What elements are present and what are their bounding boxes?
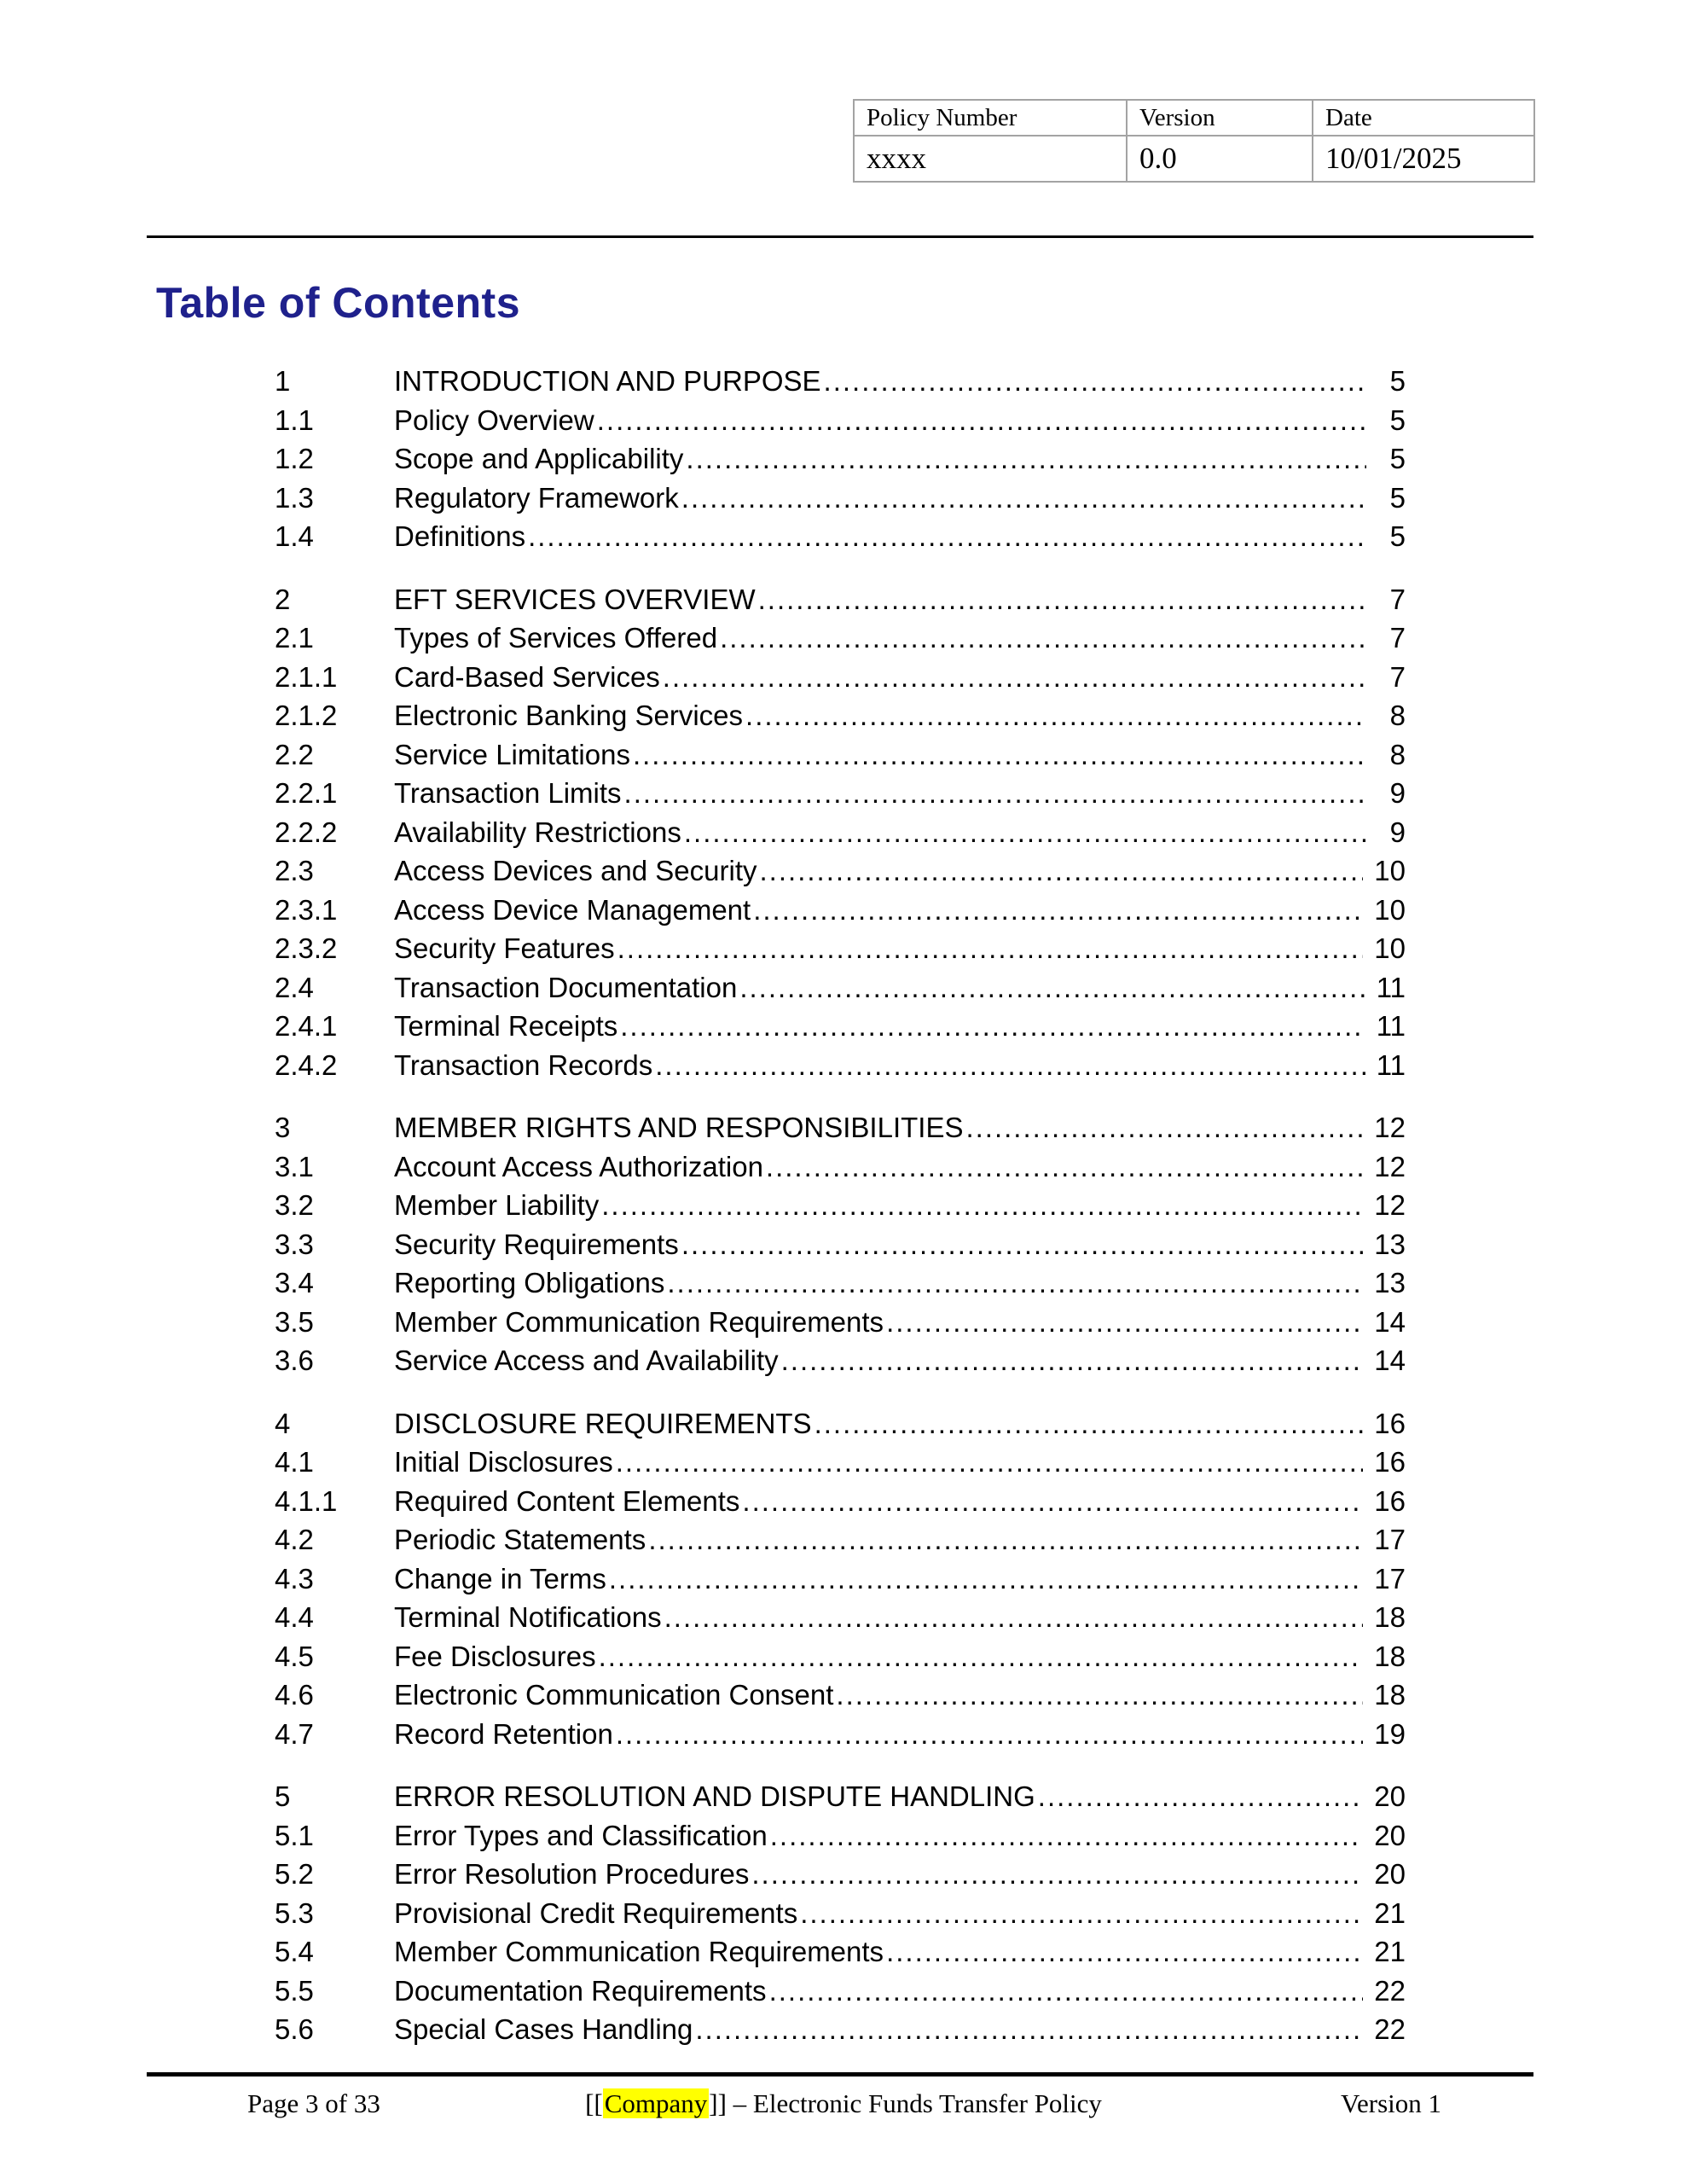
toc-entry-title: MEMBER RIGHTS AND RESPONSIBILITIES xyxy=(394,1112,964,1143)
toc-leader-dots xyxy=(655,1046,1365,1085)
toc-entry-page: 12 xyxy=(1374,1150,1406,1182)
toc-entry-number: 1.1 xyxy=(275,404,314,436)
toc-entry-number: 1 xyxy=(275,365,291,397)
toc-entry-page: 20 xyxy=(1374,1858,1406,1890)
toc-entry-title: Access Device Management xyxy=(394,893,751,926)
toc-entry[interactable] xyxy=(275,517,1406,556)
toc-entry[interactable] xyxy=(275,1715,1406,1754)
toc-leader-dots xyxy=(695,2010,1363,2049)
toc-entry-page: 22 xyxy=(1374,1974,1406,2007)
toc-entry-title: Provisional Credit Requirements xyxy=(394,1896,798,1929)
toc-entry-page: 5 xyxy=(1389,365,1406,397)
toc-leader-dots xyxy=(720,619,1366,658)
toc-entry[interactable] xyxy=(275,735,1406,775)
toc-entry[interactable] xyxy=(275,1404,1406,1443)
toc-entry-title: Initial Disclosures xyxy=(394,1446,613,1478)
toc-entry-title: Regulatory Framework xyxy=(394,481,679,514)
footer-company-highlight: Company xyxy=(604,2088,708,2118)
toc-entry-number: 5.6 xyxy=(275,2013,314,2045)
toc-entry-page: 18 xyxy=(1374,1601,1406,1633)
toc-leader-dots xyxy=(528,517,1366,556)
toc-leader-dots xyxy=(824,362,1366,401)
toc-entry-title: Service Access and Availability xyxy=(394,1345,779,1376)
toc-entry-title: Electronic Banking Services xyxy=(394,700,744,731)
version-value: 0.0 xyxy=(1127,136,1313,182)
toc-entry-number: 4.2 xyxy=(275,1524,314,1555)
toc-entry[interactable] xyxy=(275,851,1406,891)
toc-leader-dots xyxy=(753,891,1363,930)
toc-entry-page: 19 xyxy=(1374,1717,1406,1750)
toc-leader-dots xyxy=(663,658,1366,697)
toc-entry-page: 7 xyxy=(1389,622,1406,653)
toc-entry-page: 12 xyxy=(1374,1112,1406,1143)
toc-entry[interactable] xyxy=(275,1108,1406,1147)
toc-group xyxy=(275,362,1406,556)
toc-entry-number: 2.1.1 xyxy=(275,660,338,693)
toc-entry-number: 2.1.2 xyxy=(275,700,338,731)
toc-leader-dots xyxy=(616,1443,1364,1482)
toc-entry-title: ERROR RESOLUTION AND DISPUTE HANDLING xyxy=(394,1780,1035,1812)
toc-entry[interactable] xyxy=(275,929,1406,968)
toc-leader-dots xyxy=(609,1560,1363,1599)
toc-leader-dots xyxy=(599,1637,1364,1676)
toc-leader-dots xyxy=(770,1816,1364,1856)
toc-entry-page: 13 xyxy=(1374,1267,1406,1298)
header-rule xyxy=(147,235,1533,238)
toc-entry-page: 21 xyxy=(1374,1936,1406,1967)
toc-entry[interactable] xyxy=(275,362,1406,401)
toc-entry-title: Error Types and Classification xyxy=(394,1819,768,1851)
toc-leader-dots xyxy=(769,1972,1364,2011)
toc-entry-page: 8 xyxy=(1389,700,1406,731)
page-title: Table of Contents xyxy=(156,279,521,327)
toc-leader-dots xyxy=(886,1932,1363,1972)
toc-entry[interactable] xyxy=(275,774,1406,813)
toc-entry-page: 16 xyxy=(1374,1446,1406,1478)
toc-leader-dots xyxy=(758,580,1366,619)
toc-leader-dots xyxy=(751,1855,1363,1894)
toc-entry[interactable] xyxy=(275,1972,1406,2011)
toc-entry-number: 3.3 xyxy=(275,1228,314,1260)
toc-entry[interactable] xyxy=(275,1263,1406,1303)
toc-entry-number: 2.4.1 xyxy=(275,1010,338,1042)
toc-entry-title: Terminal Receipts xyxy=(394,1010,618,1042)
toc-entry[interactable] xyxy=(275,1637,1406,1676)
toc-entry-number: 3.4 xyxy=(275,1267,314,1298)
toc-entry[interactable] xyxy=(275,580,1406,619)
toc-entry[interactable] xyxy=(275,1855,1406,1894)
toc-entry-page: 22 xyxy=(1374,2013,1406,2045)
toc-entry-page: 21 xyxy=(1374,1896,1406,1929)
toc-entry-number: 2.2.2 xyxy=(275,816,338,848)
toc-entry-number: 1.2 xyxy=(275,443,314,474)
toc-entry-page: 20 xyxy=(1374,1780,1406,1812)
toc-leader-dots xyxy=(597,401,1366,440)
footer-rule xyxy=(147,2072,1533,2077)
toc-entry-title: Transaction Limits xyxy=(394,777,622,809)
toc-leader-dots xyxy=(965,1108,1363,1147)
toc-entry-title: Security Requirements xyxy=(394,1228,679,1260)
toc-entry-number: 2.3.1 xyxy=(275,893,338,926)
toc-entry-number: 4 xyxy=(275,1407,291,1439)
toc-entry[interactable] xyxy=(275,401,1406,440)
toc-entry-number: 5 xyxy=(275,1780,291,1812)
toc-leader-dots xyxy=(886,1303,1363,1342)
toc-entry[interactable] xyxy=(275,439,1406,479)
toc-leader-dots xyxy=(739,968,1365,1008)
toc-leader-dots xyxy=(686,439,1366,479)
toc-entry-page: 8 xyxy=(1389,738,1406,770)
toc-group xyxy=(275,1777,1406,2049)
toc-leader-dots xyxy=(681,479,1366,518)
toc-entry-page: 18 xyxy=(1374,1679,1406,1711)
toc-entry-title: Record Retention xyxy=(394,1717,613,1750)
toc-entry-page: 10 xyxy=(1374,932,1406,964)
toc-entry-title: Types of Services Offered xyxy=(394,622,718,653)
toc-entry-number: 4.6 xyxy=(275,1679,314,1711)
toc-entry[interactable] xyxy=(275,1816,1406,1856)
toc-leader-dots xyxy=(620,1007,1365,1046)
toc-entry-page: 10 xyxy=(1374,855,1406,886)
toc-entry[interactable] xyxy=(275,1443,1406,1482)
toc-entry[interactable] xyxy=(275,1046,1406,1085)
toc-entry[interactable] xyxy=(275,479,1406,518)
toc-entry-page: 16 xyxy=(1374,1484,1406,1517)
toc-entry-title: Transaction Records xyxy=(394,1048,653,1081)
toc-entry-page: 11 xyxy=(1376,1010,1406,1042)
toc-leader-dots xyxy=(742,1482,1363,1521)
toc-entry-page: 11 xyxy=(1376,1048,1406,1081)
toc-entry[interactable] xyxy=(275,891,1406,930)
toc-entry[interactable] xyxy=(275,1186,1406,1225)
toc-entry-title: Member Liability xyxy=(394,1189,600,1221)
toc-entry-number: 2.4.2 xyxy=(275,1048,338,1081)
toc-entry-number: 2.2.1 xyxy=(275,777,338,809)
toc-entry-title: Transaction Documentation xyxy=(394,971,738,1003)
footer-company-prefix: [[ xyxy=(585,2088,603,2118)
toc-leader-dots xyxy=(1038,1777,1364,1816)
toc-entry[interactable] xyxy=(275,813,1406,852)
toc-entry[interactable] xyxy=(275,1482,1406,1521)
toc-entry-page: 18 xyxy=(1374,1640,1406,1672)
toc-leader-dots xyxy=(633,735,1366,775)
toc-entry-title: Periodic Statements xyxy=(394,1524,646,1555)
toc-entry-page: 7 xyxy=(1389,660,1406,693)
toc-entry[interactable] xyxy=(275,1777,1406,1816)
policy-info-value-row xyxy=(854,136,1534,182)
toc-entry[interactable] xyxy=(275,1598,1406,1637)
toc-entry-title: Account Access Authorization xyxy=(394,1150,763,1182)
toc-entry[interactable] xyxy=(275,1303,1406,1342)
toc-entry-number: 5.3 xyxy=(275,1896,314,1929)
toc-entry[interactable] xyxy=(275,1147,1406,1187)
toc-entry-page: 20 xyxy=(1374,1819,1406,1851)
toc-leader-dots xyxy=(766,1147,1363,1187)
toc-entry[interactable] xyxy=(275,968,1406,1008)
toc-entry-page: 5 xyxy=(1389,520,1406,552)
toc-entry[interactable] xyxy=(275,619,1406,658)
toc-entry-number: 4.3 xyxy=(275,1562,314,1594)
toc-entry-title: Availability Restrictions xyxy=(394,816,681,848)
toc-group xyxy=(275,1404,1406,1754)
toc-entry[interactable] xyxy=(275,1676,1406,1715)
toc-entry-page: 5 xyxy=(1389,443,1406,474)
toc-entry-title: Change in Terms xyxy=(394,1562,606,1594)
toc-entry-title: Terminal Notifications xyxy=(394,1601,662,1633)
date-value: 10/01/2025 xyxy=(1313,136,1534,182)
toc-entry-title: EFT SERVICES OVERVIEW xyxy=(394,583,756,615)
toc-entry-number: 2.2 xyxy=(275,738,314,770)
toc-entry-title: Member Communication Requirements xyxy=(394,1936,884,1967)
toc-entry-title: Electronic Communication Consent xyxy=(394,1679,834,1711)
toc-entry-page: 17 xyxy=(1374,1562,1406,1594)
toc-group xyxy=(275,1108,1406,1380)
toc-entry-page: 14 xyxy=(1374,1305,1406,1338)
toc-entry-number: 4.7 xyxy=(275,1717,314,1750)
footer-title-suffix: ]] – Electronic Funds Transfer Policy xyxy=(709,2088,1102,2118)
date-header: Date xyxy=(1313,100,1534,136)
toc-entry-title: Fee Disclosures xyxy=(394,1640,596,1672)
toc-leader-dots xyxy=(616,1715,1363,1754)
toc-entry[interactable] xyxy=(275,1520,1406,1560)
toc-entry-page: 16 xyxy=(1374,1407,1406,1439)
toc-entry-page: 9 xyxy=(1389,777,1406,809)
toc-entry-title: Service Limitations xyxy=(394,738,630,770)
toc-entry-page: 9 xyxy=(1389,816,1406,848)
toc-entry-title: Reporting Obligations xyxy=(394,1267,665,1298)
toc-leader-dots xyxy=(836,1676,1363,1715)
toc-entry-page: 12 xyxy=(1374,1189,1406,1221)
toc-entry[interactable] xyxy=(275,1560,1406,1599)
table-of-contents xyxy=(275,362,1406,2049)
toc-entry-title: Scope and Applicability xyxy=(394,443,684,474)
toc-entry[interactable] xyxy=(275,1007,1406,1046)
toc-leader-dots xyxy=(815,1404,1364,1443)
toc-entry-number: 3.2 xyxy=(275,1189,314,1221)
policy-number-header: Policy Number xyxy=(854,100,1127,136)
toc-entry-number: 4.1.1 xyxy=(275,1484,338,1517)
toc-entry[interactable] xyxy=(275,696,1406,735)
toc-entry-number: 3.1 xyxy=(275,1150,314,1182)
toc-leader-dots xyxy=(781,1341,1364,1380)
toc-entry[interactable] xyxy=(275,1341,1406,1380)
toc-entry-title: Error Resolution Procedures xyxy=(394,1858,750,1890)
toc-entry-number: 5.5 xyxy=(275,1974,314,2007)
toc-entry[interactable] xyxy=(275,1225,1406,1264)
toc-entry-title: Security Features xyxy=(394,932,615,964)
toc-entry[interactable] xyxy=(275,1932,1406,1972)
toc-entry-page: 11 xyxy=(1376,971,1406,1003)
toc-entry[interactable] xyxy=(275,2010,1406,2049)
toc-entry-number: 3.5 xyxy=(275,1305,314,1338)
toc-leader-dots xyxy=(601,1186,1363,1225)
toc-entry-number: 2.3.2 xyxy=(275,932,338,964)
toc-leader-dots xyxy=(664,1598,1364,1637)
toc-leader-dots xyxy=(667,1263,1363,1303)
toc-entry-title: Card-Based Services xyxy=(394,660,660,693)
toc-entry-number: 2.3 xyxy=(275,855,314,886)
policy-info-table xyxy=(853,99,1535,183)
toc-leader-dots xyxy=(684,813,1366,852)
toc-entry-title: Required Content Elements xyxy=(394,1484,740,1517)
toc-entry-title: Special Cases Handling xyxy=(394,2013,693,2045)
toc-entry-page: 13 xyxy=(1374,1228,1406,1260)
toc-entry-page: 10 xyxy=(1374,893,1406,926)
toc-entry-title: Member Communication Requirements xyxy=(394,1305,884,1338)
toc-leader-dots xyxy=(617,929,1364,968)
toc-entry-title: INTRODUCTION AND PURPOSE xyxy=(394,365,821,397)
toc-entry-number: 4.5 xyxy=(275,1640,314,1672)
toc-leader-dots xyxy=(624,774,1366,813)
toc-entry-number: 3.6 xyxy=(275,1345,314,1376)
toc-entry-number: 1.4 xyxy=(275,520,314,552)
toc-entry-title: DISCLOSURE REQUIREMENTS xyxy=(394,1407,812,1439)
toc-entry-number: 2.4 xyxy=(275,971,314,1003)
toc-entry-title: Documentation Requirements xyxy=(394,1974,767,2007)
toc-entry-page: 5 xyxy=(1389,481,1406,514)
toc-entry-page: 5 xyxy=(1389,404,1406,436)
toc-entry[interactable] xyxy=(275,1894,1406,1933)
toc-entry-title: Definitions xyxy=(394,520,526,552)
toc-entry-number: 5.2 xyxy=(275,1858,314,1890)
footer-page-info: Page 3 of 33 xyxy=(247,2088,380,2118)
toc-entry-number: 2 xyxy=(275,583,291,615)
toc-entry-number: 5.4 xyxy=(275,1936,314,1967)
toc-entry-page: 14 xyxy=(1374,1345,1406,1376)
toc-group xyxy=(275,580,1406,1085)
toc-entry-title: Access Devices and Security xyxy=(394,855,757,886)
toc-leader-dots xyxy=(800,1894,1363,1933)
footer-version: Version 1 xyxy=(1341,2088,1441,2118)
policy-info-header-row xyxy=(854,100,1534,136)
toc-entry-number: 4.4 xyxy=(275,1601,314,1633)
toc-entry-number: 1.3 xyxy=(275,481,314,514)
toc-entry-page: 17 xyxy=(1374,1524,1406,1555)
version-header: Version xyxy=(1127,100,1313,136)
toc-entry-number: 2.1 xyxy=(275,622,314,653)
toc-leader-dots xyxy=(681,1225,1363,1264)
toc-leader-dots xyxy=(760,851,1364,891)
toc-entry-title: Policy Overview xyxy=(394,404,594,436)
toc-leader-dots xyxy=(648,1520,1363,1560)
toc-entry-number: 4.1 xyxy=(275,1446,314,1478)
toc-leader-dots xyxy=(745,696,1366,735)
policy-number-value: xxxx xyxy=(854,136,1127,182)
toc-entry-number: 5.1 xyxy=(275,1819,314,1851)
toc-entry-page: 7 xyxy=(1389,583,1406,615)
toc-entry-number: 3 xyxy=(275,1112,291,1143)
toc-entry[interactable] xyxy=(275,658,1406,697)
